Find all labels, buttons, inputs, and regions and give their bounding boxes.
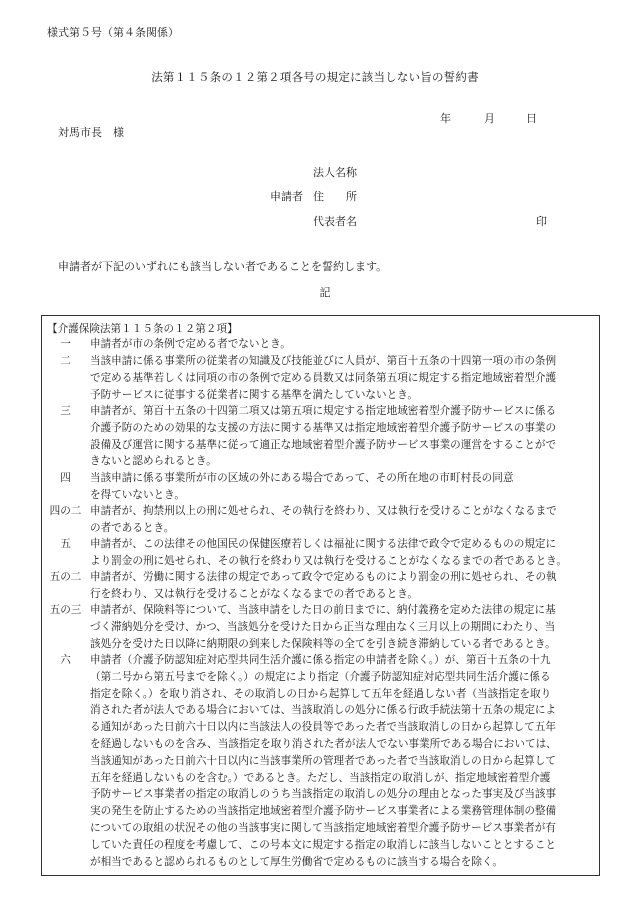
clause-number: 六 bbox=[60, 654, 71, 666]
clause-number: 四 bbox=[60, 472, 71, 484]
clause-number: 五 bbox=[60, 538, 71, 550]
clause-number: 一 bbox=[60, 338, 71, 350]
clause-text: 申請者（介護予防認知症対応型共同生活介護に係る指定の申請者を除く。）が、第百十五条の十九 （第二号から第五号までを除く。）の規定により指定（介護予防認知症対応型共同生活介護に係る 指定を除く。）を取り消され、その取消しの日から起算して五年を経過しない者（当該指定を取り 消された者が法人である場合においては、当該取消しの処分に係る行政手続法第十五条の規定によ る通知があった日前六十日以内に当該法人の役員等であった者で当該取消しの日から起算して五年 を経過しないものを含み、当該指定を取り消された者が法人でない事業所である場合においては、 当該通知があった日前六十日以内に当該事業所の管理者であった者で当該取消しの日から起算して 五年を経過しないものを含む。）であるとき。ただし、当該指定の取消しが、指定地域密着型介護 予防サービス事業者の指定の取消しのうち当該指定の取消しの処分の理由となった事実及び当該事 実の発生を防止するための当該指定地域密着型介護予防サービス事業者による業務管理体制の整備 についての取組の状況その他の当該事実に関して当該指定地域密着型介護予防サービス事業者が有 していた責任の程度を考慮して、この号本文に規定する指定の取消しに該当しないこととすること が相当であると認められるものとして厚生労働省で定めるものに該当する場合を除く。 bbox=[90, 654, 557, 868]
ki-heading: 記 bbox=[319, 286, 331, 299]
clause-number: 五の二 bbox=[49, 571, 82, 583]
date-year-label: 年 bbox=[440, 112, 451, 125]
clause-box bbox=[41, 315, 600, 876]
date-day-label: 日 bbox=[526, 112, 537, 125]
clause-text: 申請者が、第百十五条の十四第二項又は第五項に規定する指定地域密着型介護予防サービスに係る 介護予防のための効果的な支援の方法に関する基準又は指定地域密着型介護予防サービスの事業の 設備及び運営に関する基準に従って適正な地域密着型介護予防サービス事業の運営をすることがで きないと認められるとき。 bbox=[90, 405, 557, 468]
clause-number: 三 bbox=[60, 405, 71, 417]
representative-label: 代表者名 bbox=[313, 215, 357, 228]
clause-text: 当該申請に係る事業所が市の区域の外にある場合であって、その所在地の市町村長の同意 を得ていないとき。 bbox=[90, 472, 514, 501]
seal-mark: 印 bbox=[536, 215, 547, 228]
address-label: 住 所 bbox=[313, 190, 357, 203]
clause-text: 申請者が、拘禁刑以上の刑に処せられ、その執行を終わり、又は執行を受けることがなくなるまで の者であるとき。 bbox=[90, 505, 557, 534]
clause-text: 申請者が市の条例で定める者でないとき。 bbox=[90, 338, 291, 350]
section-header: 【介護保険法第１１５条の１２第２項】 bbox=[47, 323, 238, 335]
clause-text: 申請者が、この法律その他国民の保健医療若しくは福祉に関する法律で政令で定めるものの規定に より罰金の刑に処せられ、その執行を終わり又は執行を受けることがなくなるまでの者であるとき。 bbox=[90, 538, 567, 567]
pledge-statement: 申請者が下記のいずれにも該当しない者であることを誓約します。 bbox=[58, 260, 388, 273]
clause-text: 申請者が、労働に関する法律の規定であって政令で定めるものにより罰金の刑に処せられ、その執 行を終わり、又は執行を受けることがなくなるまでの者であるとき。 bbox=[90, 571, 557, 600]
clause-number: 五の三 bbox=[49, 604, 82, 616]
date-month-label: 月 bbox=[484, 112, 495, 125]
applicant-label: 申請者 bbox=[270, 190, 303, 203]
clause-number: 二 bbox=[60, 355, 71, 367]
corp-name-label: 法人名称 bbox=[313, 166, 357, 179]
form-number: 様式第５号（第４条関係） bbox=[47, 26, 179, 39]
clause-number: 四の二 bbox=[49, 505, 82, 517]
clause-text: 申請者が、保険料等について、当該申請をした日の前日までに、納付義務を定めた法律の規定に基 づく滞納処分を受け、かつ、当該処分を受けた日から正当な理由なく三月以上の期間にわたり、当 該処分を受けた日以降に納期限の到来した保険料等の全てを引き続き滞納している者であるとき。 bbox=[90, 604, 556, 650]
document-title: 法第１１５条の１２第２項各号の規定に該当しない旨の誓約書 bbox=[151, 70, 479, 84]
clause-text: 当該申請に係る事業所の従業者の知識及び技能並びに人員が、第百十五条の十四第一項の市の条例 で定める基準若しくは同項の市の条例で定める員数又は同条第五項に規定する指定地域密着型介護 予防サービスに従事する従業者に関する基準を満たしていないとき。 bbox=[90, 355, 557, 401]
addressee: 対馬市長 様 bbox=[58, 126, 124, 139]
